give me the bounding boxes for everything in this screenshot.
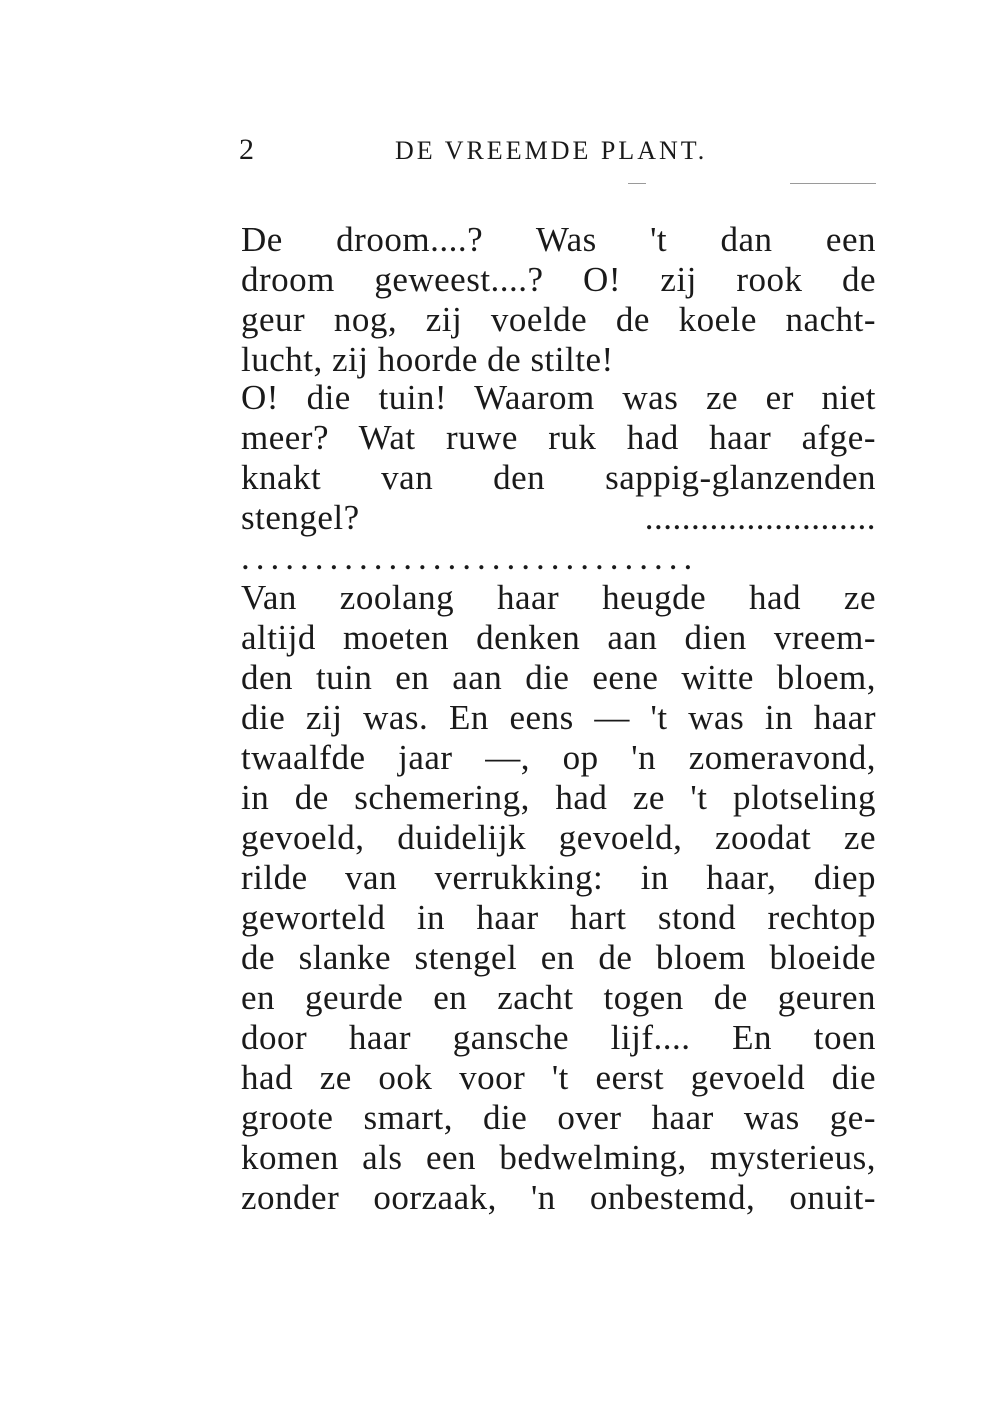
text-line: die zij was. En eens — 't was in haar — [241, 698, 876, 737]
text-line: Van zoolang haar heugde had ze — [241, 578, 876, 617]
text-line: zonder oorzaak, 'n onbestemd, onuit- — [241, 1178, 876, 1217]
text-line: altijd moeten denken aan dien vreem- — [241, 618, 876, 657]
header-rule-mark — [628, 183, 646, 184]
page-number: 2 — [239, 133, 255, 166]
text-line: de slanke stengel en de bloem bloeide — [241, 938, 876, 977]
text-line: den tuin en aan die eene witte bloem, — [241, 658, 876, 697]
text-line: komen als een bedwelming, mysterieus, — [241, 1138, 876, 1177]
text-line: in de schemering, had ze 't plotseling — [241, 778, 876, 817]
text-line: geworteld in haar hart stond rechtop — [241, 898, 876, 937]
header-rule — [790, 183, 876, 184]
text-line: twaalfde jaar —, op 'n zomeravond, — [241, 738, 876, 777]
paragraph-3 — [241, 578, 876, 1218]
text-line: groote smart, die over haar was ge- — [241, 1098, 876, 1137]
text-line: O! die tuin! Waarom was ze er niet — [241, 378, 876, 417]
text-line: lucht, zij hoorde de stilte! — [241, 340, 614, 379]
text-line: knakt van den sappig-glanzenden — [241, 458, 876, 497]
text-line: gevoeld, duidelijk gevoeld, zoodat ze — [241, 818, 876, 857]
text-line: had ze ook voor 't eerst gevoeld die — [241, 1058, 876, 1097]
text-line: geur nog, zij voelde de koele nacht- — [241, 300, 876, 339]
ellipsis-line: ............................... — [241, 538, 699, 577]
text-line: stengel? ......................... — [241, 498, 876, 537]
text-line: en geurde en zacht togen de geuren — [241, 978, 876, 1017]
text-line: meer? Wat ruwe ruk had haar afge- — [241, 418, 876, 457]
text-line: door haar gansche lijf.... En toen — [241, 1018, 876, 1057]
text-line: rilde van verrukking: in haar, diep — [241, 858, 876, 897]
paragraph-1 — [241, 220, 876, 380]
text-line: De droom....? Was 't dan een — [241, 220, 876, 259]
running-head: DE VREEMDE PLANT. — [395, 136, 708, 165]
text-line: droom geweest....? O! zij rook de — [241, 260, 876, 299]
paragraph-2 — [241, 378, 876, 578]
